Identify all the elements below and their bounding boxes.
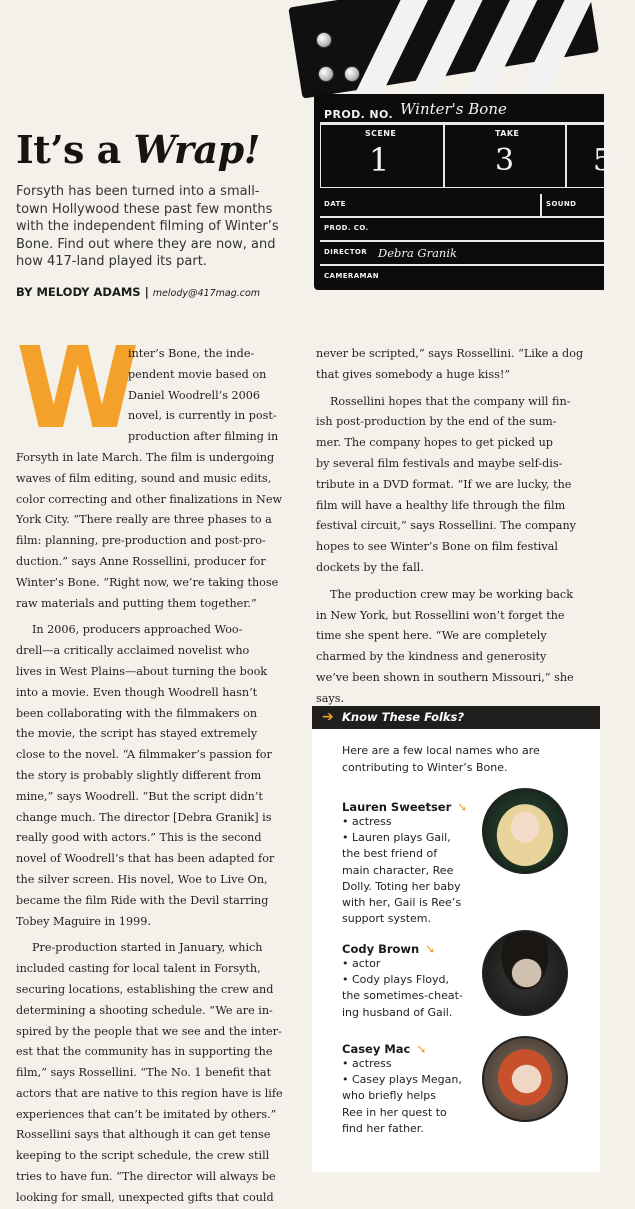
text-line: actors that are native to this region have is life [16, 1086, 283, 1100]
casey-mac-photo [482, 1036, 568, 1122]
clapper-slate [314, 94, 613, 290]
sidebar-intro [342, 742, 592, 776]
arrow-down-right-icon: ➘ [416, 1042, 427, 1056]
prod-no-value: Winter's Bone [400, 100, 507, 118]
byline [16, 285, 260, 299]
text-line: The production crew may be working back [330, 587, 573, 601]
headline-start: It’s a [16, 127, 134, 172]
person-line: • actress [342, 815, 392, 828]
text-line: Tobey Maguire in 1999. [16, 914, 151, 928]
text-line: that gives somebody a huge kiss!” [316, 367, 511, 381]
dek-line: with the independent filming of Winter’s [16, 219, 279, 234]
text-line: film will have a healthy life through the film [316, 498, 566, 512]
person-line: find her father. [342, 1121, 424, 1135]
date-label: DATE [324, 200, 346, 208]
text-line: Rossellini hopes that the company will fin- [330, 394, 571, 408]
director-label: DIRECTOR [324, 248, 368, 256]
paragraph [16, 344, 302, 614]
person-line: • actress [342, 1057, 392, 1070]
paragraph [316, 392, 594, 579]
text-line: says. [316, 691, 345, 705]
text-line: Forsyth in late March. The film is undergoing [16, 450, 275, 464]
sidebar-title: Know These Folks? [342, 710, 465, 724]
text-line: been collaborating with the filmmakers on [16, 706, 258, 720]
scene-cell [320, 124, 444, 188]
text-line: Daniel Woodrell’s 2006 [128, 388, 260, 402]
text-line: in New York, but Rossellini won’t forget the [316, 608, 565, 622]
text-line: experiences that can’t be imitated by others.” [16, 1107, 277, 1121]
arrow-down-right-icon: ➘ [457, 800, 468, 814]
byline-name: BY MELODY ADAMS [16, 285, 141, 299]
text-line: change much. The director [Debra Granik] is [16, 810, 272, 824]
cameraman-label: CAMERAMAN [324, 272, 379, 280]
text-line: film,” says Rossellini. “The No. 1 benefit that [16, 1066, 272, 1080]
arrow-right-icon: ➔ [322, 709, 334, 725]
text-line: production after filming in [128, 430, 279, 444]
hinge-peg-icon [316, 32, 332, 48]
sidebar-header [312, 706, 600, 729]
text-line: tries to have fun. “The director will always be [16, 1170, 276, 1184]
byline-separator: | [140, 285, 153, 299]
clapperboard-illustration [300, 0, 613, 300]
text-line: we’ve been shown in southern Missouri,” she [316, 670, 574, 684]
arrow-down-right-icon: ➘ [425, 942, 436, 956]
text-line: became the film Ride with the Devil starring [16, 893, 269, 907]
text-line: novel of Woodrell’s that has been adapted for [16, 852, 275, 866]
text-line: pendent movie based on [128, 367, 267, 381]
person-name [342, 1042, 602, 1056]
prod-co-label: PROD. CO. [324, 224, 369, 232]
take-value: 3 [495, 143, 515, 178]
cody-brown-photo [482, 930, 568, 1016]
text-line: securing locations, establishing the crew and [16, 982, 274, 996]
roll-cell [566, 124, 613, 188]
byline-email[interactable]: melody@417mag.com [152, 288, 261, 299]
person-line: the best friend of [342, 847, 438, 861]
person-line: the sometimes-cheat- [342, 989, 463, 1003]
text-line: by several film festivals and maybe self-dis- [316, 456, 563, 470]
person-line: ing husband of Gail. [342, 1005, 453, 1019]
sidebar-know-these-folks [312, 706, 600, 1172]
text-line: the silver screen. His novel, Woe to Live On, [16, 872, 268, 886]
intro-line: contributing to Winter’s Bone. [342, 761, 508, 774]
article-column-left [16, 344, 302, 1209]
person-line: Ree in her quest to [342, 1105, 447, 1119]
prod-no-label: PROD. NO. [324, 108, 394, 121]
page-title [16, 127, 260, 172]
person-line: main character, Ree [342, 863, 454, 877]
director-value: Debra Granik [378, 246, 457, 260]
text-line: time she spent here. “We are completely [316, 629, 547, 643]
clapper-stick [288, 0, 599, 99]
dek-line: how 417-land played its part. [16, 254, 207, 269]
text-line: keeping to the script schedule, the crew still [16, 1149, 270, 1163]
text-line: close to the novel. “A filmmaker’s passion for [16, 748, 272, 762]
intro-line: Here are a few local names who are [342, 744, 540, 757]
scene-label: SCENE [365, 129, 397, 138]
text-line: mer. The company hopes to get picked up [316, 436, 553, 450]
text-line: tribute in a DVD format. “If we are lucky, the [316, 477, 572, 491]
text-line: never be scripted,” says Rossellini. “Like a dog [316, 347, 584, 360]
text-line: dockets by the fall. [316, 560, 424, 574]
text-line: inter’s Bone, the inde- [128, 347, 255, 360]
drop-cap: W [16, 324, 134, 454]
text-line: color correcting and other finalizations in New [16, 492, 283, 506]
text-line: the movie, the script has stayed extremely [16, 727, 258, 741]
text-line: determining a shooting schedule. “We are in- [16, 1003, 273, 1017]
dek-line: Bone. Find out where they are now, and [16, 236, 276, 252]
text-line: spired by the people that we see and the inter- [16, 1024, 282, 1038]
text-line: Winter’s Bone. “Right now, we’re taking those [16, 575, 279, 589]
person-name-text: Casey Mac [342, 1042, 411, 1056]
person-line: with her, Gail is Ree’s [342, 896, 462, 910]
person-name-text: Lauren Sweetser [342, 800, 452, 814]
paragraph [316, 585, 594, 710]
text-line: film: planning, pre-production and post-pro- [16, 534, 266, 548]
take-label: TAKE [495, 129, 520, 138]
person-line: who briefly helps [342, 1089, 436, 1103]
text-line: drell—a critically acclaimed novelist who [16, 644, 250, 658]
text-line: included casting for local talent in Forsyth, [16, 962, 261, 976]
person-line: • Lauren plays Gail, [342, 831, 451, 845]
paragraph [316, 344, 594, 386]
person-line: • actor [342, 957, 381, 970]
text-line: York City. “There really are three phases to a [16, 513, 272, 527]
text-line: lives in West Plains—about turning the book [16, 664, 268, 678]
article-column-right [316, 344, 594, 710]
text-line: duction.” says Anne Rossellini, producer for [16, 554, 266, 568]
text-line: In 2006, producers approached Woo- [32, 623, 243, 637]
dek-line: Forsyth has been turned into a small- [16, 184, 260, 199]
paragraph [16, 938, 302, 1208]
text-line: really good with actors.” This is the second [16, 831, 262, 845]
text-line: ish post-production by the end of the sum- [316, 415, 557, 429]
text-line: novel, is currently in post- [128, 409, 277, 423]
article-dek [16, 183, 300, 271]
take-cell [444, 124, 566, 188]
hinge-peg-icon [344, 66, 360, 82]
hinge-peg-icon [318, 66, 334, 82]
text-line: into a movie. Even though Woodrell hasn’t [16, 685, 258, 699]
text-line: est that the community has in supporting the [16, 1045, 273, 1059]
text-line: the story is probably slightly different from [16, 768, 262, 782]
text-line: Rossellini says that although it can get tense [16, 1128, 271, 1142]
paragraph [16, 620, 302, 932]
text-line: charmed by the kindness and generosity [316, 650, 547, 664]
person-line: Dolly. Toting her baby [342, 879, 461, 893]
text-line: Pre-production started in January, which [32, 941, 263, 955]
person-name-text: Cody Brown [342, 942, 420, 956]
text-line: raw materials and putting them together.” [16, 596, 257, 610]
text-line: waves of film editing, sound and music edits, [16, 471, 272, 485]
person-line: support system. [342, 912, 431, 926]
lauren-sweetser-photo [482, 788, 568, 874]
text-line: mine,” says Woodrell. “But the script didn’t [16, 789, 263, 803]
text-line: hopes to see Winter’s Bone on film festival [316, 540, 558, 554]
dek-line: town Hollywood these past few months [16, 201, 273, 217]
person-line: • Cody plays Floyd, [342, 973, 450, 987]
sound-label: SOUND [546, 200, 577, 208]
person-line: • Casey plays Megan, [342, 1073, 462, 1087]
text-line: festival circuit,” says Rossellini. The company [316, 519, 577, 533]
partial-value: 5 [593, 143, 613, 178]
text-line: looking for small, unexpected gifts that could [16, 1190, 274, 1204]
scene-value: 1 [369, 141, 390, 179]
headline-emphasis: Wrap! [133, 127, 260, 172]
